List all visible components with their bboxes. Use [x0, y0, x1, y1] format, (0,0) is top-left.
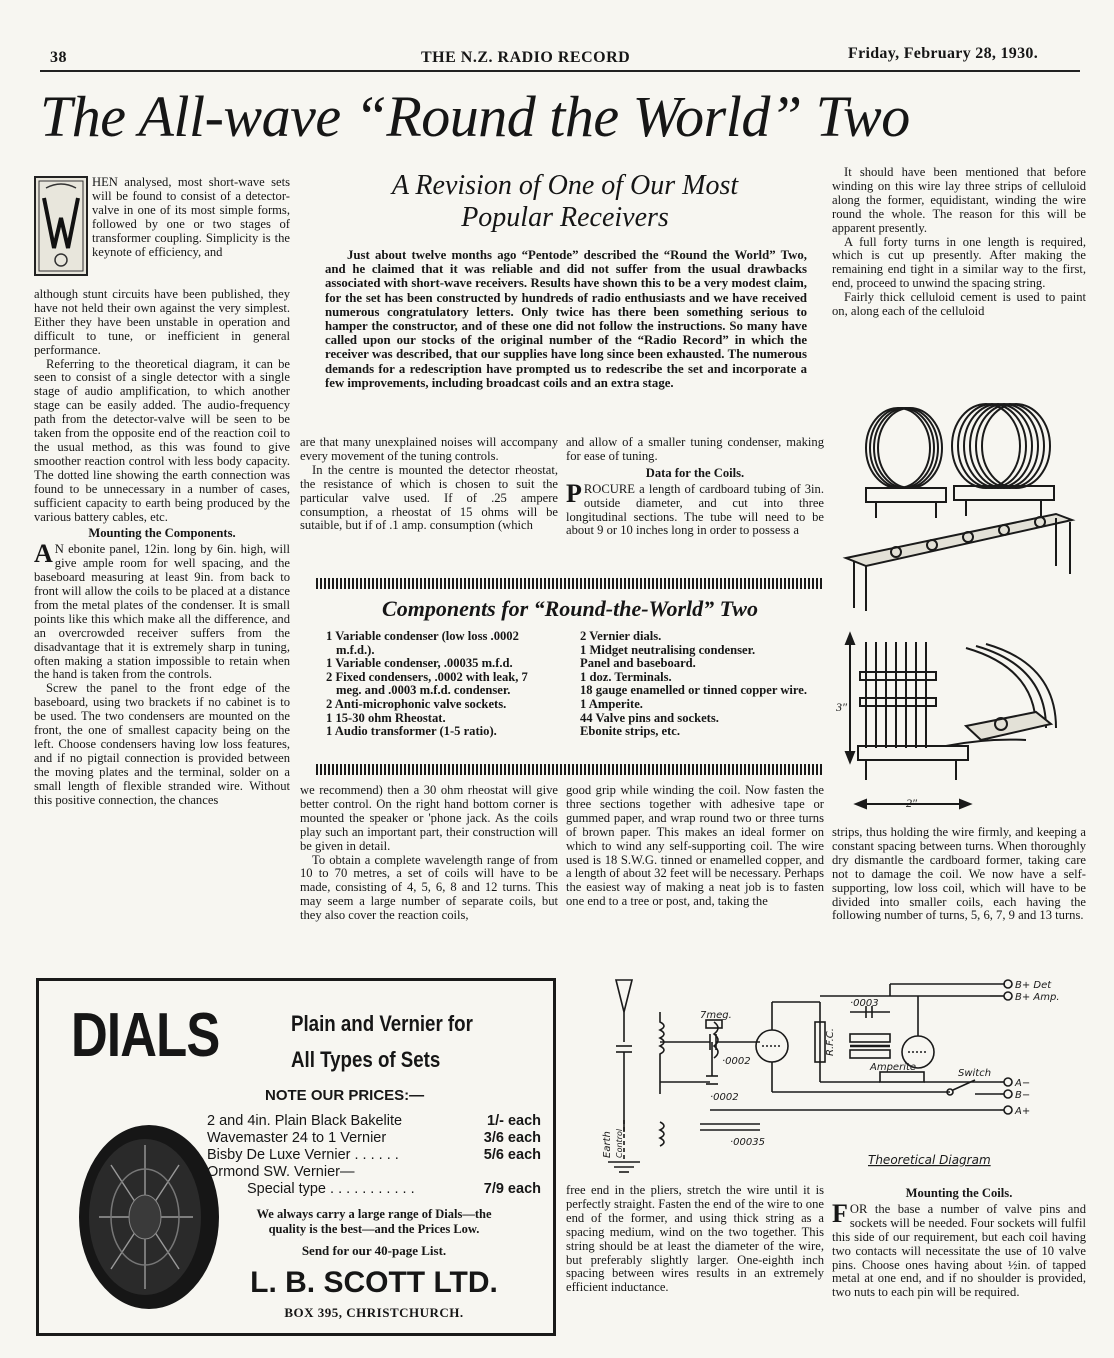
component-item: 2 Fixed condensers, .0002 with leak, 7 meg. and .0003 m.f.d. condenser.: [326, 669, 528, 698]
label-control: Control: [615, 1128, 624, 1158]
ad-brand-dials: DIALS: [71, 1001, 220, 1070]
ad-price-list: [207, 1113, 541, 1198]
ormond-line: Ormond SW. Vernier—: [207, 1164, 355, 1180]
label-c3: ·00035: [730, 1137, 765, 1148]
ad-headline-2: All Types of Sets: [291, 1047, 441, 1072]
article-title: The All-wave “Round the World” Two: [40, 84, 910, 149]
component-item: 44 Valve pins and sockets.: [580, 710, 719, 725]
price-row: 2 and 4in. Plain Black Bakelite 1/- each: [207, 1113, 541, 1129]
component-item: 18 gauge enamelled or tinned copper wire.: [580, 683, 808, 698]
column-3-upper: and allow of a smaller tuning condenser, making for ease of tuning. Data for the Coils. PROCURE a length of cardboard tubing of 3in. outside diameter, and cut into three longitudinal sections. The tube will need to be about 9 or 10 inches long in order to possess a: [566, 436, 824, 538]
label-b-amp: B+ Amp.: [1015, 992, 1060, 1003]
components-title: Components for “Round-the-World” Two: [382, 596, 758, 621]
dimension-height-label: 3″: [836, 700, 847, 714]
label-c1: ·0002: [722, 1056, 751, 1067]
component-item: 1 Variable condenser (low loss .0002 m.f.d.).: [326, 629, 519, 657]
label-earth: Earth: [602, 1131, 613, 1158]
component-item: 1 Midget neutralising condenser.: [580, 642, 756, 657]
publication-name: THE N.Z. RADIO RECORD: [421, 49, 631, 66]
column-1: although stunt circuits have been published, they have not held their own against the very simplest. Either they have been unstable in operation and difficult to tune, or inefficient in general performance. Referring to the theoretical diagram, it can be seen to consist of a single detector with a single stage of audio amplification, to which another stage can be easily added. The audio-frequency path from the detector-valve will be seen to be taken from the opposite end of the reaction coil to the usual method, as this was found to give smoother reaction control with less body capacity. The dotted line showing the earth connection was found to be unnecessary in a number of cases, sufficient capacity to earth being produced by the various battery cables, etc. Mounting the Components. A N ebonite panel, 12in. long by 6in. high, will give ample room for well spacing, and the baseboard measuring at least 9in. from back to front will allow the coils to be placed at a distance from the metal plates of the condenser. It is small points like this which make all the difference, and an overcrowded receiver suffers from the disadvantage that it is extremely sharp in tuning, often making a station impossible to retain when the hand is taken from the controls. Screw the panel to the front edge of the baseboard, using two brackets if no cabinet is to be used. The two condensers are mounted on the front, the one of smallest capacity being on the left. Choose condensers having low loss features, and if no pigtail connection is provided between the moving plates and the terminal, solder on a small length of flexible stranded wire. Without this positive connection, the chances: [34, 288, 290, 807]
component-item: 2 Anti-microphonic valve sockets.: [326, 696, 507, 711]
decorative-initial-w: [34, 176, 88, 276]
column-3-lower: good grip while winding the coil. Now fasten the three sections together with adhesive tape or gummed paper, and wrap round two or three turns of brown paper. This makes an ideal former on which to wind any self-supporting coil. The wire used is 18 S.W.G. tinned or enamelled copper, and a length of about 32 feet will be necessary. Perhaps the easiest way of making a neat job is to fasten one end to a tree or post, and, taking the: [566, 784, 824, 909]
component-item: 2 Vernier dials.: [580, 629, 662, 643]
component-item: Panel and baseboard.: [580, 656, 696, 671]
ad-tagline-2: quality is the best—and the Prices Low.: [268, 1222, 480, 1236]
component-item: 1 15-30 ohm Rheostat.: [326, 710, 446, 725]
label-c2: ·0002: [710, 1092, 739, 1103]
label-switch: Switch: [958, 1068, 992, 1079]
page-number: 38: [50, 49, 67, 66]
components-bottom-rule: [316, 764, 824, 775]
price-row: Special type . . . . . . . . . . . 7/9 each: [247, 1181, 541, 1197]
column-2-upper: are that many unexplained noises will accompany every movement of the tuning controls. In the centre is mounted the detector rheostat, the resistance of which is chosen to suit the particular valve used. If of .25 ampere consumption, a rheostat of 15 ohms will be sutaible, but if of .1 amp. consumption (which: [300, 436, 558, 533]
subtitle-line-2: Popular Receivers: [461, 202, 669, 233]
ad-headline-1: Plain and Vernier for: [291, 1011, 473, 1036]
column-4-upper: It should have been mentioned that before winding on this wire lay three strips of celluloid along the former, equidistant, winding the wire round the whole. The reason for this will be apparent presently. A full forty turns in one length is required, which is cut up presently. After making the remaining end tight in a similar way to the first, end, proceed to unwind the spacing string. Fairly thick celluloid cement is used to paint on, along each of the celluloid: [832, 166, 1086, 319]
subheading-data-for-coils: Data for the Coils.: [645, 465, 745, 480]
dimension-width-label: 2″: [906, 796, 917, 810]
label-b-det: B+ Det: [1015, 980, 1052, 991]
coil-base-illustration: [836, 628, 1086, 818]
component-item: Ebonite strips, etc.: [580, 724, 681, 739]
component-item: 1 Variable condenser, .00035 m.f.d.: [326, 656, 513, 671]
components-list-right: [580, 630, 820, 739]
theoretical-circuit-diagram: [560, 972, 1090, 1182]
column-2-lower: we recommend) then a 30 ohm rheostat will give better control. On the right hand bottom corner is mounted the speaker or 'phone jack. As the coils play such an important part, their construction will be given in detail. To obtain a complete wavelength range of from 10 to 70 metres, a set of coils will have to be made, consisting of 4, 5, 6, 8 and 12 turns. This may seem a large number of separate coils, but they also cover the reaction coils,: [300, 784, 558, 923]
component-item: 1 Amperite.: [580, 696, 643, 711]
coil-illustration: [836, 396, 1086, 616]
label-rfc: R.F.C.: [825, 1028, 836, 1056]
column-1-top: HEN analysed, most short-wave sets will be found to consist of a detector-valve in one of its most simple forms, followed by one or two stages of transformer coupling. Simplicity is the keynote of efficiency, and: [92, 176, 290, 259]
price-row: Bisby De Luxe Vernier . . . . . . 5/6 each: [207, 1147, 541, 1163]
ad-address: BOX 395, CHRISTCHURCH.: [284, 1305, 464, 1320]
column-4-middle: strips, thus holding the wire firmly, and keeping a constant spacing between turns. When thoroughly dry dismantle the cardboard former, taking care not to damage the coil. We now have a self-supporting, low loss coil, which will have to be divided into smaller coils, each having the following number of turns, 5, 6, 7, 9 and 13 turns.: [832, 826, 1086, 923]
subheading-mounting-components: Mounting the Components.: [88, 526, 236, 541]
column-4-bottom: Mounting the Coils. FOR the base a number of valve pins and sockets will be needed. Four sockets will fulfil this side of our requirement, but each coil having two contacts will necessitate the use of 10 valve pins. Choose ones having about ½in. of tapped metal at one end, and if no shoulder is provided, two nuts to each pin will be required.: [832, 1186, 1086, 1300]
components-top-rule: [316, 578, 824, 589]
label-a-minus: A−: [1015, 1078, 1031, 1089]
label-amperite: Amperite: [870, 1062, 917, 1073]
label-c4: ·0003: [850, 998, 879, 1009]
label-leak: 7meg.: [700, 1010, 732, 1021]
component-item: 1 Audio transformer (1-5 ratio).: [326, 724, 497, 739]
diagram-caption: Theoretical Diagram: [868, 1153, 991, 1167]
ad-send-list: Send for our 40-page List.: [301, 1243, 447, 1258]
ad-note-prices: NOTE OUR PRICES:—: [265, 1087, 425, 1104]
ad-tagline-1: We always carry a large range of Dials—the: [256, 1207, 492, 1221]
label-a-plus: A+: [1015, 1106, 1031, 1117]
component-item: 1 doz. Terminals.: [580, 669, 672, 684]
header-rule: [40, 70, 1080, 72]
subheading-mounting-coils: Mounting the Coils.: [905, 1186, 1013, 1200]
intro-paragraph: Just about twelve months ago “Pentode” described the “Round the World” Two, and he claimed that it was reliable and did not suffer from the usual drawbacks associated with short-wave receivers. Results have shown this to be a very modest claim, for the set has been constructed by hundreds of radio enthusiasts and we have received numerous congratulatory letters. Only twice has there been something serious to hamper the constructor, and of these one did not follow the instructions. So many have called upon our stocks of the original number of the “Radio Record” in which the receiver was described, that our supplies have long since been exhausted. The numerous demands for a redescription have prompted us to redescribe the set and incorporate a few improvements, including broadcast coils and an extra stage.: [325, 248, 807, 390]
column-3-bottom: free end in the pliers, stretch the wire until it is perfectly straight. Fasten the end of the wire to one end of the former, and using thick string as a spacing medium, wind on the two together. This string should be at least the diameter of the wire, but preferably slightly larger. One-eighth inch spacing between wires results in an extremely efficient inductance.: [566, 1184, 824, 1295]
label-b-minus: B−: [1015, 1090, 1031, 1101]
dials-advertisement: [36, 978, 556, 1336]
dial-knob-illustration: [59, 1117, 219, 1317]
ad-company-name: L. B. SCOTT LTD.: [250, 1266, 498, 1299]
price-row: Wavemaster 24 to 1 Vernier 3/6 each: [207, 1130, 541, 1146]
subtitle-line-1: A Revision of One of Our Most: [391, 170, 739, 201]
components-list-left: [326, 630, 552, 739]
issue-date: Friday, February 28, 1930.: [848, 45, 1039, 62]
